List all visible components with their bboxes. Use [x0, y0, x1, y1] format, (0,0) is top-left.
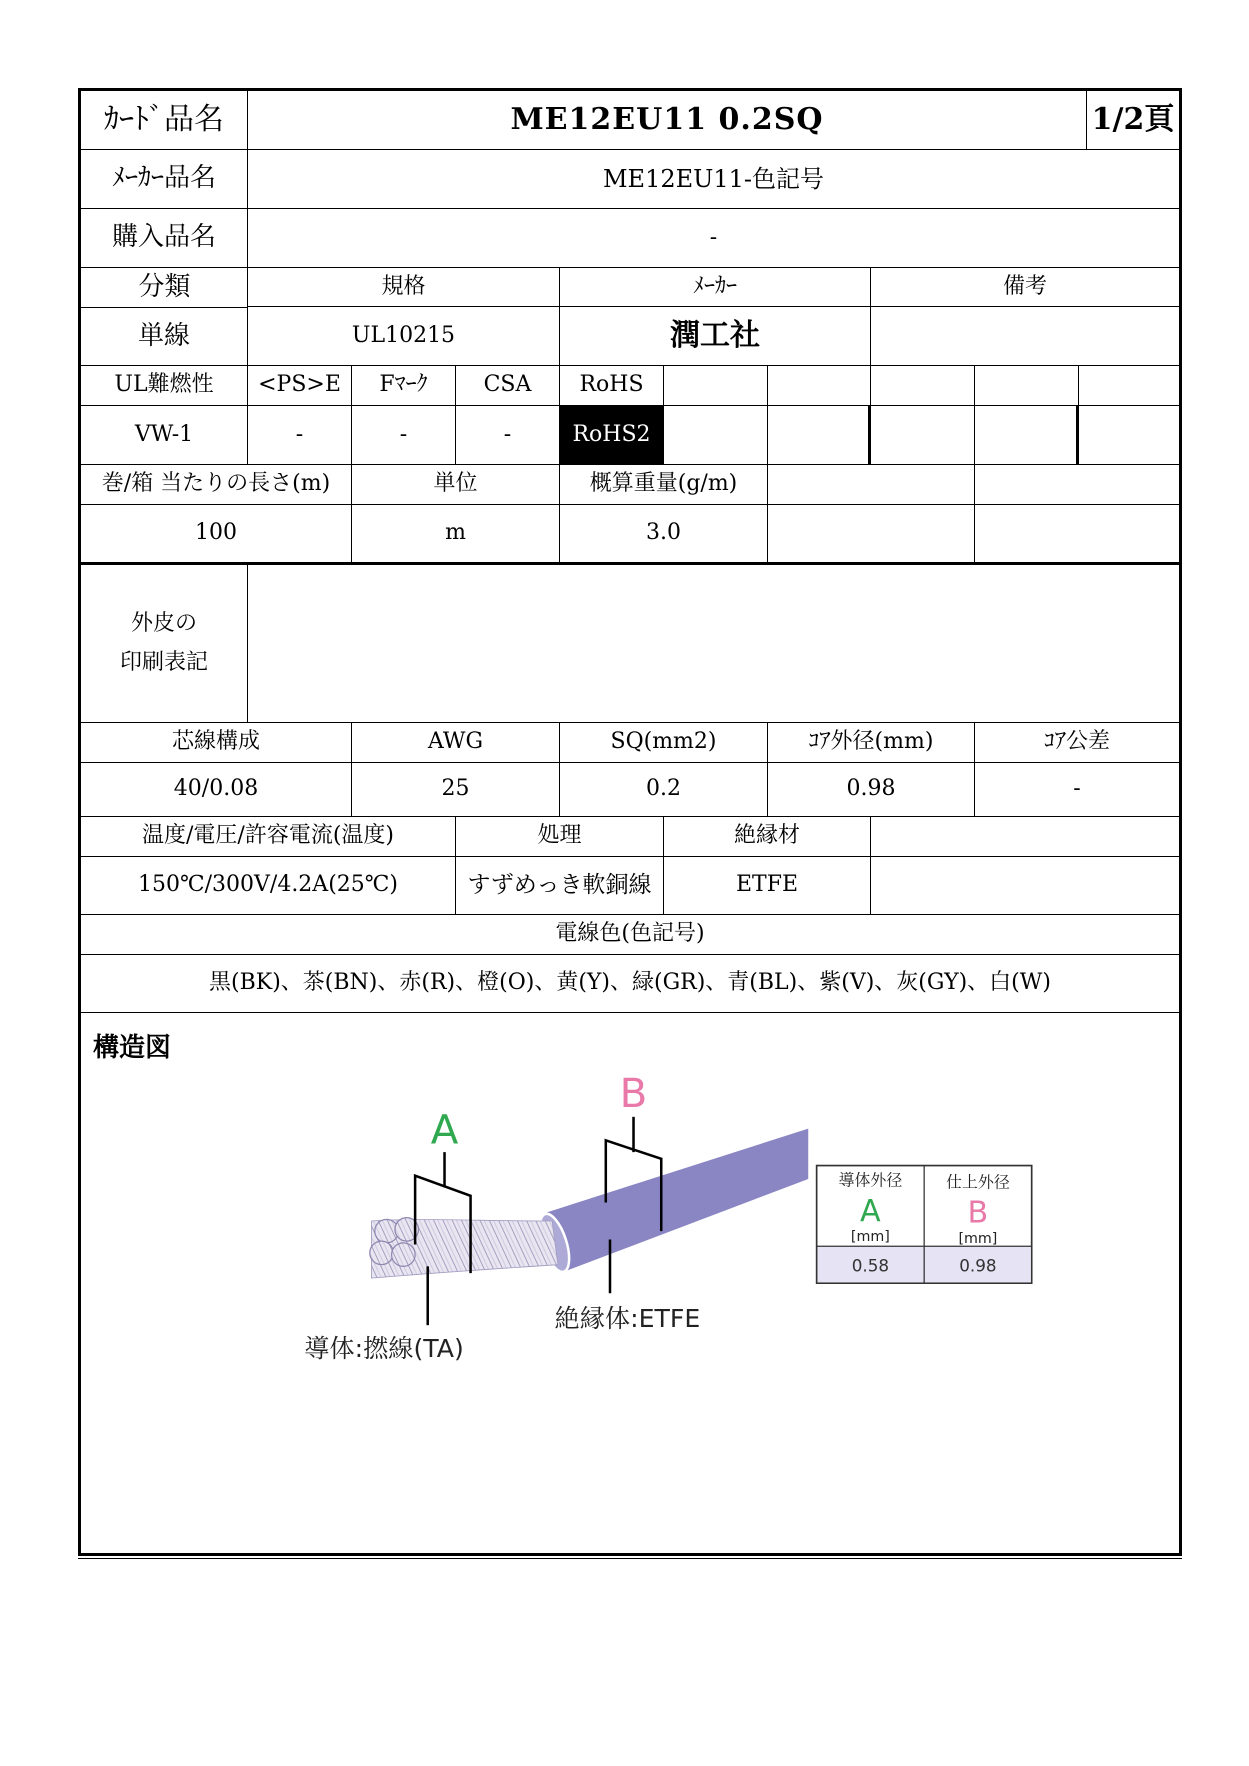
sq-header: SQ(mm2)	[560, 723, 768, 763]
sq-value: 0.2	[560, 763, 768, 817]
card-name-label: ｶｰﾄﾞ品名	[81, 91, 248, 150]
awg-value: 25	[352, 763, 560, 817]
colors-list: 黒(BK)、茶(BN)、赤(R)、橙(O)、黄(Y)、緑(GR)、青(BL)、紫(V)、灰(GY)、白(W)	[81, 955, 1179, 1013]
cable-structure-diagram	[81, 1053, 1181, 1473]
strand-value: 40/0.08	[81, 763, 352, 817]
core-tol-value: -	[975, 763, 1179, 817]
cert-header-empty-2	[768, 366, 871, 406]
pse-value: -	[248, 406, 352, 465]
awg-header: AWG	[352, 723, 560, 763]
rating-header: 温度/電圧/許容電流(温度)	[81, 817, 456, 857]
class-header-label: 分類	[138, 271, 191, 302]
cert-value-empty-4	[975, 406, 1079, 465]
finished-od-header: 仕上外径	[946, 1172, 1010, 1192]
insulation-label: 絶縁体:ETFE	[554, 1303, 701, 1333]
conductor-od-header: 導体外径	[838, 1170, 903, 1190]
length-value: 100	[81, 505, 352, 565]
cert-header-empty-5	[1079, 366, 1179, 406]
cert-value-empty-5	[1079, 406, 1179, 465]
cert-value-empty-3	[871, 406, 975, 465]
core-tol-header: ｺｱ公差	[975, 723, 1179, 763]
insulation-header: 絶縁材	[664, 817, 871, 857]
length-header-empty-2	[975, 465, 1179, 505]
sheet-bottom-rule	[78, 1558, 1182, 1559]
length-header: 巻/箱 当たりの長さ(m)	[81, 465, 352, 505]
cert-header-empty-3	[871, 366, 975, 406]
print-label-line1: 外皮の	[130, 611, 197, 636]
ul-header: UL難燃性	[81, 366, 248, 406]
table-value-a: 0.58	[851, 1255, 890, 1276]
core-od-header: ｺｱ外径(mm)	[768, 723, 975, 763]
rating-value-empty	[871, 857, 1179, 915]
cert-header-empty-4	[975, 366, 1079, 406]
weight-header: 概算重量(g/m)	[560, 465, 768, 505]
insulation-value: ETFE	[664, 857, 871, 915]
maker-name-label: ﾒｰｶｰ品名	[81, 150, 248, 209]
structure-section-label: 構造図	[93, 1033, 172, 1063]
purchase-name: -	[248, 209, 1179, 268]
weight-value: 3.0	[560, 505, 768, 565]
remarks-value	[871, 307, 1179, 366]
letter-b: B	[619, 1069, 648, 1117]
class-value: 単線	[81, 307, 248, 366]
csa-header: CSA	[456, 366, 560, 406]
rating-header-empty	[871, 817, 1179, 857]
remarks-header: 備考	[871, 268, 1179, 307]
standard-value: UL10215	[248, 307, 560, 366]
strand-header: 芯線構成	[81, 723, 352, 763]
letter-a: A	[430, 1106, 459, 1154]
table-unit-b: [mm]	[958, 1230, 998, 1247]
print-label	[81, 565, 248, 723]
table-letter-b: B	[967, 1195, 989, 1231]
table-letter-a: A	[860, 1194, 881, 1229]
colors-header: 電線色(色記号)	[81, 915, 1179, 955]
insulation-jacket	[534, 1129, 808, 1276]
maker-value: 潤工社	[560, 307, 871, 366]
stranded-conductor	[370, 1218, 558, 1278]
purchase-name-label: 購入品名	[81, 209, 248, 268]
page-number: 1/2頁	[1087, 91, 1179, 150]
cert-header-empty-1	[664, 366, 768, 406]
spec-sheet	[78, 88, 1182, 1556]
cert-value-empty-1	[664, 406, 768, 465]
length-value-empty-2	[975, 505, 1179, 565]
treatment-value: すずめっき軟銅線	[456, 857, 664, 915]
dimension-table	[817, 1166, 1032, 1284]
treatment-header: 処理	[456, 817, 664, 857]
length-value-empty-1	[768, 505, 975, 565]
csa-value: -	[456, 406, 560, 465]
rohs-header: RoHS	[560, 366, 664, 406]
table-unit-a: [mm]	[850, 1229, 890, 1246]
conductor-label: 導体:撚線(TA)	[304, 1334, 464, 1364]
fmark-header: Fﾏｰｸ	[352, 366, 456, 406]
card-name: ME12EU11 0.2SQ	[248, 91, 1087, 150]
core-od-value: 0.98	[768, 763, 975, 817]
unit-header: 単位	[352, 465, 560, 505]
ul-value: VW-1	[81, 406, 248, 465]
length-header-empty-1	[768, 465, 975, 505]
print-label-line2: 印刷表記	[119, 649, 208, 675]
unit-value: m	[352, 505, 560, 565]
fmark-value: -	[352, 406, 456, 465]
table-value-b: 0.98	[959, 1255, 997, 1276]
rating-value: 150℃/300V/4.2A(25℃)	[81, 857, 456, 915]
print-value	[248, 565, 1179, 723]
maker-header: ﾒｰｶｰ	[560, 268, 871, 307]
pse-header: <PS>E	[248, 366, 352, 406]
standard-header: 規格	[248, 268, 560, 307]
rohs-value: RoHS2	[560, 406, 664, 465]
cert-value-empty-2	[768, 406, 871, 465]
maker-name: ME12EU11-色記号	[248, 150, 1179, 209]
